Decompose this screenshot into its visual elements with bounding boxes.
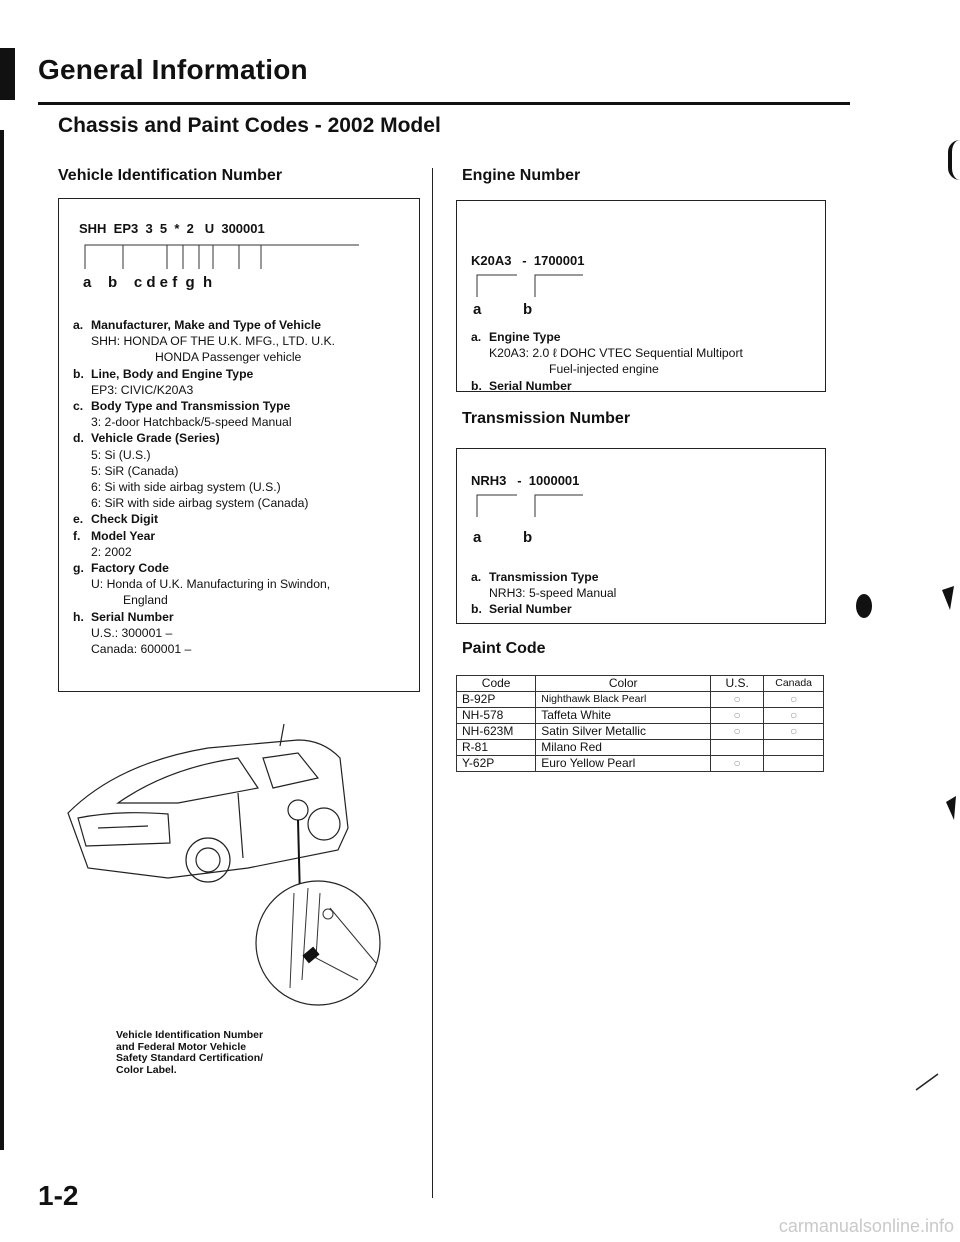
vin-item-f: f. Model Year xyxy=(73,528,156,543)
engine-box xyxy=(456,200,826,392)
section-title: Chassis and Paint Codes - 2002 Model xyxy=(58,114,441,137)
table-row: R-81 Milano Red xyxy=(457,740,824,756)
vin-item-g: g. Factory Code xyxy=(73,561,169,576)
transmission-code-line: NRH3 - 1000001 xyxy=(471,473,580,488)
engine-bracket-diagram xyxy=(473,269,593,297)
section-marker-bar xyxy=(0,48,15,100)
table-row: NH-623M Satin Silver Metallic ○ ○ xyxy=(457,724,824,740)
transmission-heading: Transmission Number xyxy=(462,410,631,427)
vin-code-line: SHH EP3 3 5 * 2 U 300001 xyxy=(79,221,265,236)
scan-marks xyxy=(846,580,956,1120)
vin-item-d: d. Vehicle Grade (Series) xyxy=(73,431,220,446)
vin-definitions: a. Manufacturer, Make and Type of Vehicle SHH: HONDA OF THE U.K. MFG., LTD. U.K. HONDA Passenger vehicle b. Line, Body and Engine Type EP3: CIVIC/K20A3 c. Body Type and Transmission Type 3: 2-door Hatchback/5-speed Manual d. Vehicle Grade (Series) 5: Si (U.S.) 5: SiR (Canada) 6: Si with side airbag system (U.S.) 6: SiR with side airbag system (Canada) e. Check Digit f. Model Year 2: 2002 g. Factory Code U: Honda of U.K. Manufacturing in Swindon, England h. Serial Number U.S.: 300001 – Canada: 600001 – xyxy=(73,317,413,657)
vin-heading: Vehicle Identification Number xyxy=(58,167,283,184)
illustration-caption: Vehicle Identification Number and Federal Motor Vehicle Safety Standard Certification/ Color Label. xyxy=(116,1029,264,1076)
column-divider xyxy=(432,168,433,1198)
vin-item-e: e. Check Digit xyxy=(73,512,159,527)
page-title: General Information xyxy=(38,54,308,85)
table-row: NH-578 Taffeta White ○ ○ xyxy=(457,708,824,724)
engine-heading: Engine Number xyxy=(462,167,581,184)
car-illustration xyxy=(58,718,398,1008)
page-number: 1-2 xyxy=(38,1180,79,1211)
engine-position-letters: a b xyxy=(473,301,533,318)
vin-position-letters: a b c d e f g h xyxy=(83,274,213,291)
paint-code-table xyxy=(456,675,824,772)
transmission-bracket-diagram xyxy=(473,489,593,517)
vin-box xyxy=(58,198,420,692)
engine-code-line: K20A3 - 1700001 xyxy=(471,253,585,268)
transmission-definitions: a. Transmission Type NRH3: 5-speed Manual b. Serial Number xyxy=(471,570,617,617)
vin-bracket-diagram xyxy=(79,239,379,269)
paint-heading: Paint Code xyxy=(462,640,546,657)
transmission-box xyxy=(456,448,826,624)
table-row: Y-62P Euro Yellow Pearl ○ xyxy=(457,756,824,772)
binding-mark xyxy=(948,140,960,180)
page-edge-rule xyxy=(0,130,4,1150)
vin-item-b: b. Line, Body and Engine Type xyxy=(73,366,254,381)
engine-definitions: a. Engine Type K20A3: 2.0 ℓ DOHC VTEC Sequential Multiport Fuel-injected engine b. Serial Number xyxy=(471,330,743,393)
vin-item-c: c. Body Type and Transmission Type xyxy=(73,399,291,414)
table-row: B-92P Nighthawk Black Pearl ○ ○ xyxy=(457,692,824,708)
watermark: carmanualsonline.info xyxy=(778,1216,954,1236)
transmission-position-letters: a b xyxy=(473,529,533,546)
paint-table-header: Code Color U.S. Canada xyxy=(457,676,824,692)
vin-item-a: a. Manufacturer, Make and Type of Vehicle xyxy=(73,318,322,332)
title-divider xyxy=(38,102,850,105)
vin-item-h: h. Serial Number xyxy=(73,609,174,624)
